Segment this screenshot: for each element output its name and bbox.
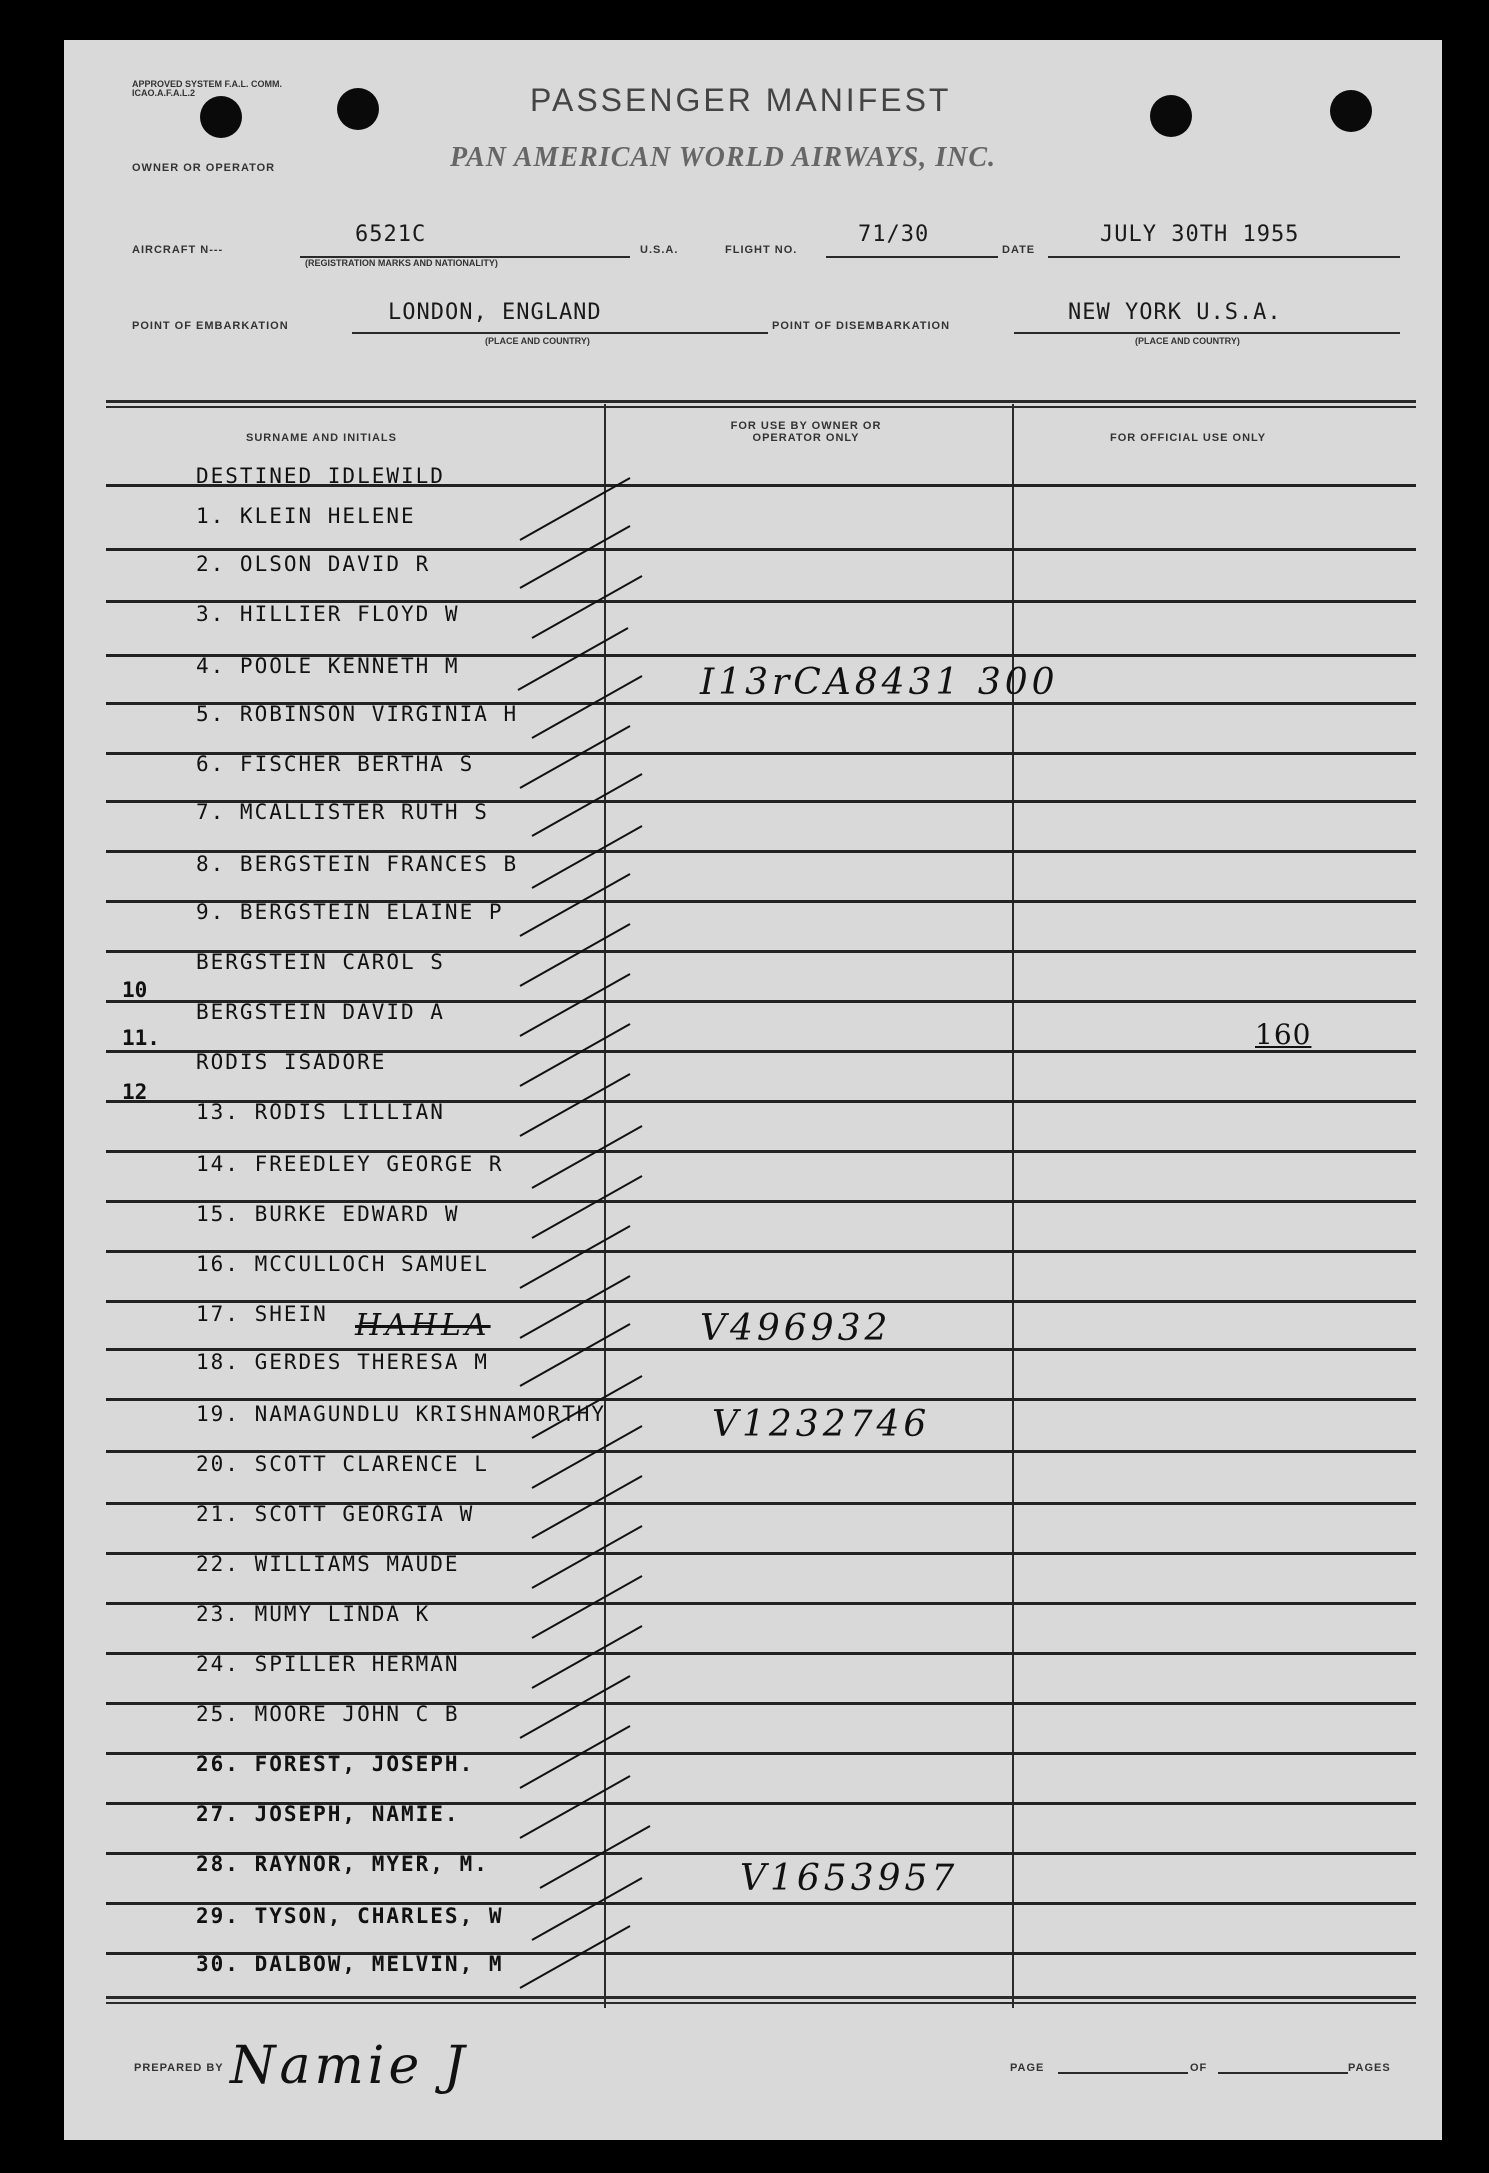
handwritten-note-shein: V496932 (700, 1308, 892, 1349)
handwritten-note-namagundlu: V1232746 (712, 1404, 931, 1445)
signature: Namie J (230, 2036, 469, 2096)
check-mark (520, 526, 630, 588)
passenger-entry: 1. KLEIN HELENE (196, 504, 416, 528)
operator-name: PAN AMERICAN WORLD AIRWAYS, INC. (450, 142, 997, 173)
column-header-name: SURNAME AND INITIALS (246, 432, 397, 444)
passenger-entry: BERGSTEIN CAROL S (196, 950, 445, 974)
passenger-entry: 30. DALBOW, MELVIN, M (196, 1952, 504, 1976)
passenger-entry: 6. FISCHER BERTHA S (196, 752, 475, 776)
embarkation-label: POINT OF EMBARKATION (132, 320, 289, 332)
disembarkation-caption: (PLACE AND COUNTRY) (1135, 336, 1240, 346)
check-mark (532, 1576, 642, 1638)
check-mark (540, 1826, 650, 1888)
check-mark (520, 974, 630, 1036)
check-mark (520, 1926, 630, 1988)
embarkation-caption: (PLACE AND COUNTRY) (485, 336, 590, 346)
passenger-entry: 23. MUMY LINDA K (196, 1602, 431, 1626)
passenger-entry: 4. POOLE KENNETH M (196, 654, 460, 678)
handwritten-note-poole: I13rCA8431 300 (700, 662, 1059, 703)
passenger-entry: 16. MCCULLOCH SAMUEL (196, 1252, 489, 1276)
page-label: PAGE (1010, 2062, 1045, 2074)
disembarkation-label: POINT OF DISEMBARKATION (772, 320, 951, 332)
check-mark (520, 1074, 630, 1136)
check-mark (520, 924, 630, 986)
passenger-entry: 26. FOREST, JOSEPH. (196, 1752, 475, 1776)
disembarkation-value: NEW YORK U.S.A. (1068, 300, 1282, 325)
passenger-entry: 24. SPILLER HERMAN (196, 1652, 460, 1676)
check-mark (532, 1376, 642, 1438)
check-mark (520, 478, 630, 540)
passenger-entry: 14. FREEDLEY GEORGE R (196, 1152, 504, 1176)
approval-stamp: APPROVED SYSTEM F.A.L. COMM. ICAO.A.F.A.L.2 (132, 79, 283, 98)
passenger-entry: 9. BERGSTEIN ELAINE P (196, 900, 504, 924)
registration-caption: (REGISTRATION MARKS AND NATIONALITY) (305, 258, 498, 268)
passenger-entry: 5. ROBINSON VIRGINIA H (196, 702, 519, 726)
column-header-owner: FOR USE BY OWNER OR OPERATOR ONLY (730, 420, 882, 444)
aircraft-value: 6521C (355, 222, 427, 247)
passenger-entry: 27. JOSEPH, NAMIE. (196, 1802, 460, 1826)
passenger-entry: 17. SHEIN (196, 1302, 328, 1326)
date-label: DATE (1002, 244, 1036, 256)
owner-label: OWNER OR OPERATOR (132, 162, 276, 174)
check-mark (520, 874, 630, 936)
official-number: 160 (1255, 1018, 1312, 1051)
check-mark (520, 1024, 630, 1086)
passenger-entry: RODIS ISADORE (196, 1050, 387, 1074)
passenger-entry: 28. RAYNOR, MYER, M. (196, 1852, 489, 1876)
aircraft-label: AIRCRAFT N--- (132, 244, 224, 256)
handwritten-note-raynor: V1653957 (740, 1858, 959, 1899)
column-header-official: FOR OFFICIAL USE ONLY (1110, 432, 1267, 444)
margin-number: 12 (122, 1080, 148, 1104)
check-mark (532, 774, 642, 836)
check-mark (520, 1726, 630, 1788)
margin-number: 11. (122, 1026, 160, 1050)
passenger-entry: 7. MCALLISTER RUTH S (196, 800, 489, 824)
check-mark (532, 1526, 642, 1588)
check-mark (520, 1276, 630, 1338)
flight-label: FLIGHT NO. (725, 244, 798, 256)
passenger-entry: 22. WILLIAMS MAUDE (196, 1552, 460, 1576)
check-mark (532, 1426, 642, 1488)
passenger-entry: 18. GERDES THERESA M (196, 1350, 489, 1374)
passenger-entry: 29. TYSON, CHARLES, W (196, 1904, 504, 1928)
embarkation-value: LONDON, ENGLAND (388, 300, 602, 325)
passenger-entry: 15. BURKE EDWARD W (196, 1202, 460, 1226)
passenger-entry: 3. HILLIER FLOYD W (196, 602, 460, 626)
check-mark (520, 1324, 630, 1386)
passenger-entry: 21. SCOTT GEORGIA W (196, 1502, 475, 1526)
handwritten-initials: HAHLA (355, 1308, 491, 1343)
flight-value: 71/30 (858, 222, 930, 247)
prepared-by-label: PREPARED BY (134, 2062, 224, 2074)
check-mark (520, 1776, 630, 1838)
usa-label: U.S.A. (640, 244, 679, 256)
passenger-entry: 8. BERGSTEIN FRANCES B (196, 852, 519, 876)
check-mark (532, 1126, 642, 1188)
passenger-entry: 20. SCOTT CLARENCE L (196, 1452, 489, 1476)
page-title: PASSENGER MANIFEST (530, 82, 952, 118)
check-mark (532, 826, 642, 888)
passenger-entry: 19. NAMAGUNDLU KRISHNAMORTHY (196, 1402, 607, 1426)
of-label: OF (1190, 2062, 1208, 2074)
date-value: JULY 30TH 1955 (1100, 222, 1300, 247)
margin-number: 10 (122, 978, 148, 1002)
passenger-entry: BERGSTEIN DAVID A (196, 1000, 445, 1024)
check-mark (532, 1476, 642, 1538)
passenger-entry: 13. RODIS LILLIAN (196, 1100, 445, 1124)
passenger-entry: 25. MOORE JOHN C B (196, 1702, 460, 1726)
check-mark (532, 1878, 642, 1940)
pages-label: PAGES (1348, 2062, 1391, 2074)
passenger-entry: 2. OLSON DAVID R (196, 552, 431, 576)
destined-label: DESTINED IDLEWILD (196, 464, 445, 488)
